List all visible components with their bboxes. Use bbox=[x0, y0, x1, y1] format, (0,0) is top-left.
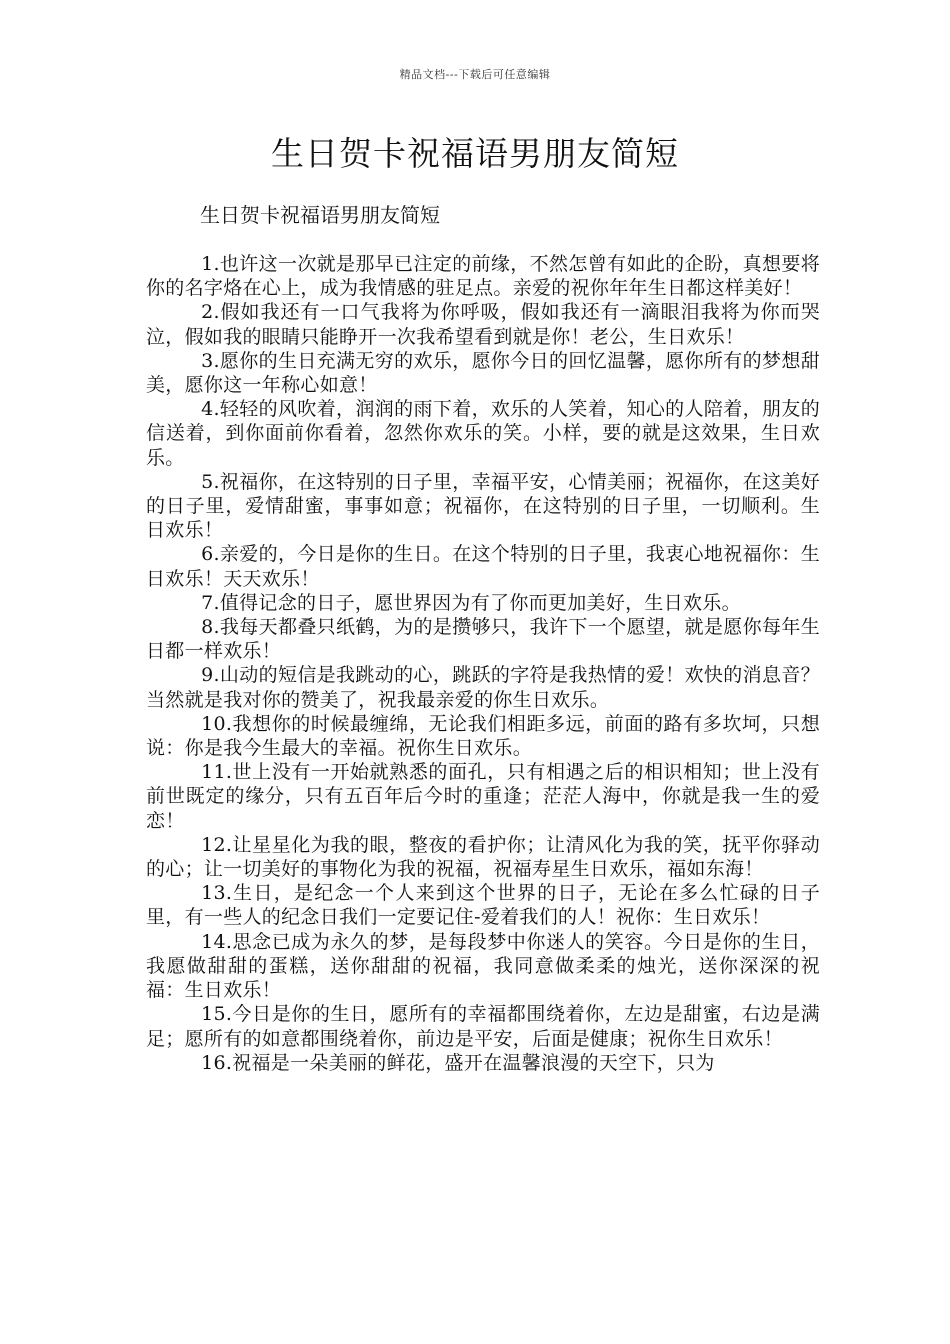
page-subtitle: 生日贺卡祝福语男朋友简短 bbox=[200, 203, 440, 227]
paragraph: 14.思念已成为永久的梦，是每段梦中你迷人的笑容。今日是你的生日，我愿做甜甜的蛋糕，送你甜甜的祝福，我同意做柔柔的烛光，送你深深的祝福：生日欢乐！ bbox=[146, 930, 820, 1002]
paragraph: 11.世上没有一开始就熟悉的面孔，只有相遇之后的相识相知；世上没有前世既定的缘分，只有五百年后今时的重逢；茫茫人海中，你就是我一生的爱恋！ bbox=[146, 761, 820, 832]
paragraph: 3.愿你的生日充满无穷的欢乐，愿你今日的回忆温馨，愿你所有的梦想甜美，愿你这一年称心如意！ bbox=[146, 349, 820, 397]
page-title: 生日贺卡祝福语男朋友简短 bbox=[271, 134, 679, 173]
paragraph: 7.值得记念的日子，愿世界因为有了你而更加美好，生日欢乐。 bbox=[201, 591, 741, 614]
paragraph: 9.山动的短信是我跳动的心，跳跃的字符是我热情的爱！欢快的消息音？当然就是我对你的赞美了，祝我最亲爱的你生日欢乐。 bbox=[146, 664, 820, 711]
paragraph: 4.轻轻的风吹着，润润的雨下着，欢乐的人笑着，知心的人陪着，朋友的信送着，到你面前你看着，忽然你欢乐的笑。小样，要的就是这效果，生日欢乐。 bbox=[146, 398, 820, 469]
paragraph: 13.生日，是纪念一个人来到这个世界的日子，无论在多么忙碌的日子里，有一些人的纪念日我们一定要记住-爱着我们的人！祝你：生日欢乐！ bbox=[146, 882, 820, 929]
paragraph: 16.祝福是一朵美丽的鲜花，盛开在温馨浪漫的天空下，只为 bbox=[201, 1051, 715, 1074]
document-body bbox=[146, 252, 820, 1075]
paragraph: 15.今日是你的生日，愿所有的幸福都围绕着你，左边是甜蜜，右边是满足；愿所有的如意都围绕着你，前边是平安，后面是健康；祝你生日欢乐！ bbox=[146, 1003, 820, 1050]
header-note: 精品文档---下载后可任意编辑 bbox=[399, 68, 551, 81]
paragraph: 8.我每天都叠只纸鹤，为的是攒够只，我许下一个愿望，就是愿你每年生日都一样欢乐！ bbox=[146, 616, 820, 663]
paragraph: 2.假如我还有一口气我将为你呼吸，假如我还有一滴眼泪我将为你而哭泣，假如我的眼睛只能睁开一次我希望看到就是你！老公，生日欢乐！ bbox=[146, 301, 820, 348]
paragraph: 10.我想你的时候最缠绵，无论我们相距多远，前面的路有多坎坷，只想说：你是我今生最大的幸福。祝你生日欢乐。 bbox=[146, 712, 820, 760]
paragraph: 6.亲爱的，今日是你的生日。在这个特别的日子里，我衷心地祝福你：生日欢乐！天天欢乐！ bbox=[146, 543, 820, 590]
paragraph: 12.让星星化为我的眼，整夜的看护你；让清风化为我的笑，抚平你驿动的心；让一切美好的事物化为我的祝福，祝福寿星生日欢乐，福如东海！ bbox=[146, 833, 820, 881]
paragraph: 1.也许这一次就是那早已注定的前缘，不然怎曾有如此的企盼，真想要将你的名字烙在心上，成为我情感的驻足点。亲爱的祝你年年生日都这样美好！ bbox=[146, 253, 820, 300]
paragraph: 5.祝福你，在这特别的日子里，幸福平安，心情美丽；祝福你，在这美好的日子里，爱情甜蜜，事事如意；祝福你，在这特别的日子里，一切顺利。生日欢乐！ bbox=[146, 470, 820, 542]
